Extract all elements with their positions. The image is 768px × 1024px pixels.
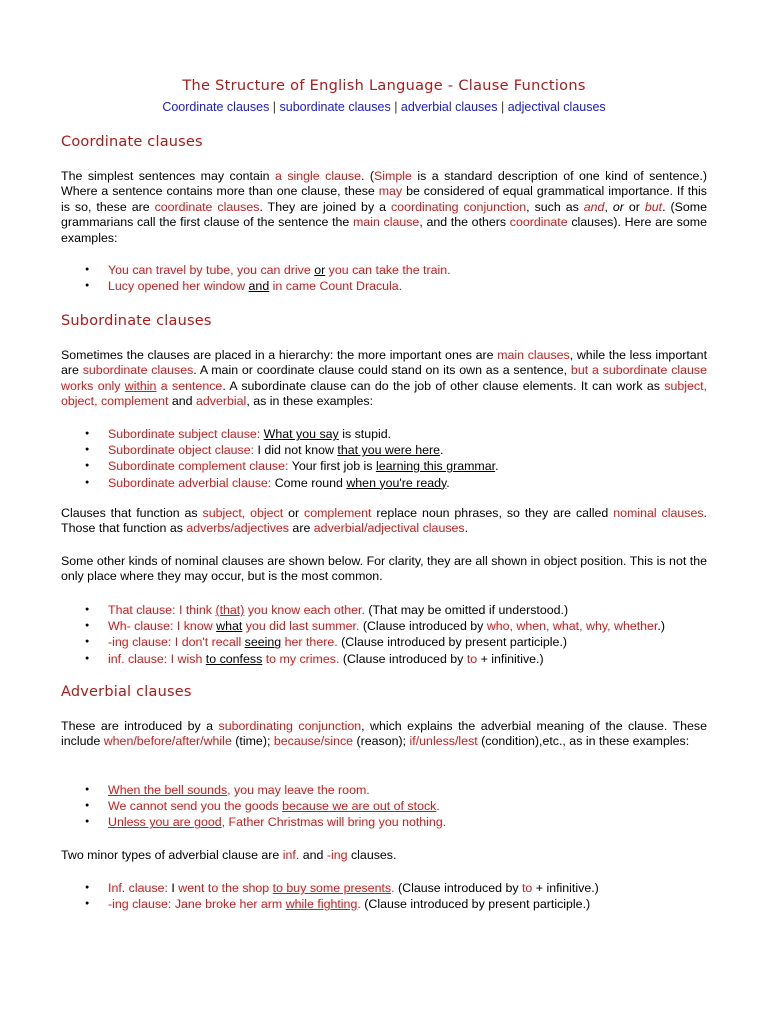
text-run: to confess [205, 651, 263, 666]
text-run: Subordinate object clause: [108, 443, 258, 458]
text-run: clauses. [347, 848, 397, 862]
text-run: , you may leave the room. [227, 783, 370, 797]
heading-subordinate-clauses: Subordinate clauses [61, 313, 212, 329]
list-item [61, 782, 446, 798]
text-run: These are introduced by a [61, 719, 219, 733]
text-run: if/unless/lest [409, 734, 478, 749]
list-item [61, 814, 446, 830]
text-run: who, when, what, why, whether [486, 619, 658, 634]
text-run: Two minor types of adverbial clause are [61, 848, 283, 862]
text-run: coordinating conjunction [390, 199, 527, 214]
list-item [61, 618, 665, 634]
text-run: you know each other. [244, 603, 365, 617]
nav-link-adverbial[interactable]: adverbial clauses [400, 100, 498, 114]
text-run: , which explains the adverbial meaning of the clause. These include [61, 719, 707, 749]
text-run: to [521, 881, 533, 895]
text-run: (That may be omitted if understood.) [364, 603, 569, 617]
text-run: Subordinate subject clause: [108, 427, 264, 441]
text-run: Your first job is [291, 459, 376, 474]
text-run: and [248, 279, 270, 294]
text-run: , Father Christmas will bring you nothing. [221, 815, 447, 830]
text-run: . [391, 881, 395, 895]
text-run: but [644, 199, 663, 214]
text-run: . (Some grammarians call the first clause of the sentence the [61, 199, 708, 230]
text-run: . Those that function as [61, 506, 707, 536]
text-run: That clause: I think [108, 603, 216, 617]
adverbial-intro-paragraph [61, 719, 707, 750]
text-run: in came Count Dracula. [269, 279, 403, 294]
text-run: . [464, 521, 469, 536]
text-run: The simplest sentences may contain [61, 169, 275, 183]
minor-adverbial-paragraph [61, 848, 707, 863]
text-run: complement [304, 506, 372, 520]
text-run: We cannot send you the goods [108, 799, 283, 814]
text-run: subordinating conjunction [218, 719, 362, 733]
text-run: . They are joined by a [259, 199, 391, 214]
text-run: you did last summer. [242, 619, 360, 634]
list-item [61, 634, 665, 650]
text-run: you can take the train. [325, 263, 451, 277]
text-run: I did not know [257, 443, 338, 458]
text-run: subject, object, complement [61, 378, 707, 409]
section-nav [0, 100, 768, 114]
text-run: Subordinate complement clause: [108, 459, 292, 474]
text-run: is stupid. [338, 427, 392, 441]
list-item [61, 426, 499, 442]
text-run: what [216, 619, 243, 634]
text-run: (Clause introduced by present participle.) [360, 897, 591, 912]
text-run: within [124, 378, 157, 393]
list-item [61, 896, 599, 912]
text-run: Inf. clause: [108, 881, 172, 895]
text-run: coordinate [509, 215, 568, 230]
text-run: , and the others [419, 215, 510, 230]
nominal-clauses-paragraph [61, 506, 707, 537]
list-item [61, 651, 665, 667]
text-run: (Clause introduced by [339, 651, 467, 666]
text-run: or [283, 506, 305, 520]
text-run: her there. [281, 635, 338, 650]
text-run: to [466, 651, 478, 666]
text-run: because we are out of stock [282, 799, 437, 814]
text-run: . [446, 475, 450, 490]
nominal-examples-list [61, 602, 665, 667]
text-run: Sometimes the clauses are placed in a hierarchy: the more important ones are [61, 348, 498, 362]
text-run: . A main or coordinate clause could stand on its own as a sentence, [193, 363, 571, 378]
nav-separator: | [269, 100, 280, 114]
text-run: You can travel by tube, you can drive [108, 263, 315, 277]
text-run: , as in these examples: [246, 394, 374, 409]
text-run: What you say [263, 427, 339, 441]
text-run: but a subordinate clause works only [61, 363, 708, 393]
text-run: (reason); [353, 734, 410, 749]
list-item [61, 442, 499, 458]
text-run: replace noun phrases, so they are called [371, 506, 614, 520]
text-run: seeing [244, 635, 282, 650]
text-run: a single clause [274, 169, 361, 183]
text-run: to buy some presents [272, 881, 392, 895]
text-run: . [436, 799, 440, 814]
text-run: or [623, 199, 645, 214]
text-run: -ing clause: [108, 897, 175, 912]
coordinate-examples-list [61, 262, 451, 294]
text-run: and [583, 199, 605, 214]
text-run: to my crimes. [262, 651, 340, 666]
nominal-kinds-paragraph [61, 554, 707, 585]
nav-link-adjectival[interactable]: adjectival clauses [507, 100, 606, 114]
text-run: (condition),etc., as in these examples: [477, 734, 690, 749]
text-run: be considered of equal grammatical importance. If this is so, these are [61, 184, 707, 214]
heading-coordinate-clauses: Coordinate clauses [61, 134, 203, 150]
text-run: + infinitive.) [477, 651, 544, 666]
text-run: because/since [273, 734, 354, 749]
adverbial-examples-list [61, 782, 446, 831]
list-item [61, 458, 499, 474]
text-run: . [357, 897, 361, 912]
text-run: + infinitive.) [532, 881, 599, 895]
text-run: or [314, 263, 326, 277]
text-run: Clauses that function as [61, 506, 203, 520]
text-run: subject, object [202, 506, 284, 520]
text-run: -ing clause: I don't recall [108, 635, 245, 650]
heading-adverbial-clauses: Adverbial clauses [61, 684, 192, 700]
text-run: and [299, 848, 327, 862]
text-run: Unless you are good [108, 815, 222, 830]
text-run: , while the less important are [61, 348, 708, 378]
text-run: Some other kinds of nominal clauses are shown below. For clarity, they are all shown in object position. This is not the only place where they may occur, but is the most common. [61, 554, 707, 584]
text-run: a sentence [156, 378, 223, 393]
text-run: . [440, 443, 444, 458]
text-run: Jane broke her arm [174, 897, 286, 912]
text-run: -ing [326, 848, 348, 862]
list-item [61, 880, 599, 896]
nav-link-coordinate[interactable]: Coordinate clauses [162, 100, 270, 114]
text-run: .) [657, 619, 665, 634]
text-run: when you're ready [346, 475, 447, 490]
text-run: coordinate clauses [154, 199, 260, 214]
page-title: The Structure of English Language - Clause Functions [182, 78, 586, 94]
text-run: nominal clauses [613, 506, 704, 520]
nav-separator: | [390, 100, 401, 114]
text-run: may [378, 184, 403, 199]
text-run: while fighting [285, 897, 358, 912]
coordinate-intro-paragraph [61, 169, 707, 246]
text-run: clauses). Here are some examples: [61, 215, 707, 245]
text-run: Lucy opened her window [108, 279, 249, 294]
text-run: adverbs/adjectives [186, 521, 289, 536]
text-run: Simple [374, 169, 412, 183]
text-run: or [612, 199, 624, 214]
text-run: is a standard description of one kind of sentence.) Where a sentence contains more than one clause, these [61, 169, 708, 199]
text-run: Come round [274, 475, 347, 490]
text-run: when/before/after/while [103, 734, 232, 749]
subordinate-examples-list [61, 426, 499, 491]
text-run: learning this grammar [375, 459, 496, 474]
text-run: inf. clause: I wish [108, 651, 206, 666]
text-run: , [604, 199, 613, 214]
text-run: (that) [215, 603, 245, 617]
text-run: (Clause introduced by [394, 881, 522, 895]
text-run: main clauses [497, 348, 570, 362]
nav-link-subordinate[interactable]: subordinate clauses [279, 100, 391, 114]
text-run: that you were here [337, 443, 441, 458]
text-run: and [168, 394, 197, 409]
minor-adverbial-examples-list [61, 880, 599, 912]
text-run: subordinate clauses [82, 363, 194, 378]
subordinate-intro-paragraph [61, 348, 707, 410]
text-run: main clause [352, 215, 420, 230]
text-run: Subordinate adverbial clause: [108, 475, 275, 490]
text-run: (Clause introduced by present participle.) [337, 635, 568, 650]
text-run: adverbial [196, 394, 247, 409]
text-run: I [171, 881, 179, 895]
list-item [61, 475, 499, 491]
list-item [61, 262, 451, 278]
list-item [61, 798, 446, 814]
text-run: are [288, 521, 314, 536]
text-run: went to the shop [178, 881, 273, 895]
text-run: When the bell sounds [108, 783, 228, 797]
text-run: (time); [231, 734, 274, 749]
list-item [61, 278, 451, 294]
nav-separator: | [497, 100, 508, 114]
list-item [61, 602, 665, 618]
text-run: . A subordinate clause can do the job of other clause elements. It can work as [222, 378, 665, 393]
text-run: . ( [360, 169, 375, 183]
text-run: adverbial/adjectival clauses [313, 521, 465, 536]
text-run: Wh- clause: I know [108, 619, 217, 634]
text-run: . [495, 459, 499, 474]
text-run: inf. [282, 848, 300, 862]
text-run: , such as [526, 199, 584, 214]
text-run: (Clause introduced by [359, 619, 487, 634]
